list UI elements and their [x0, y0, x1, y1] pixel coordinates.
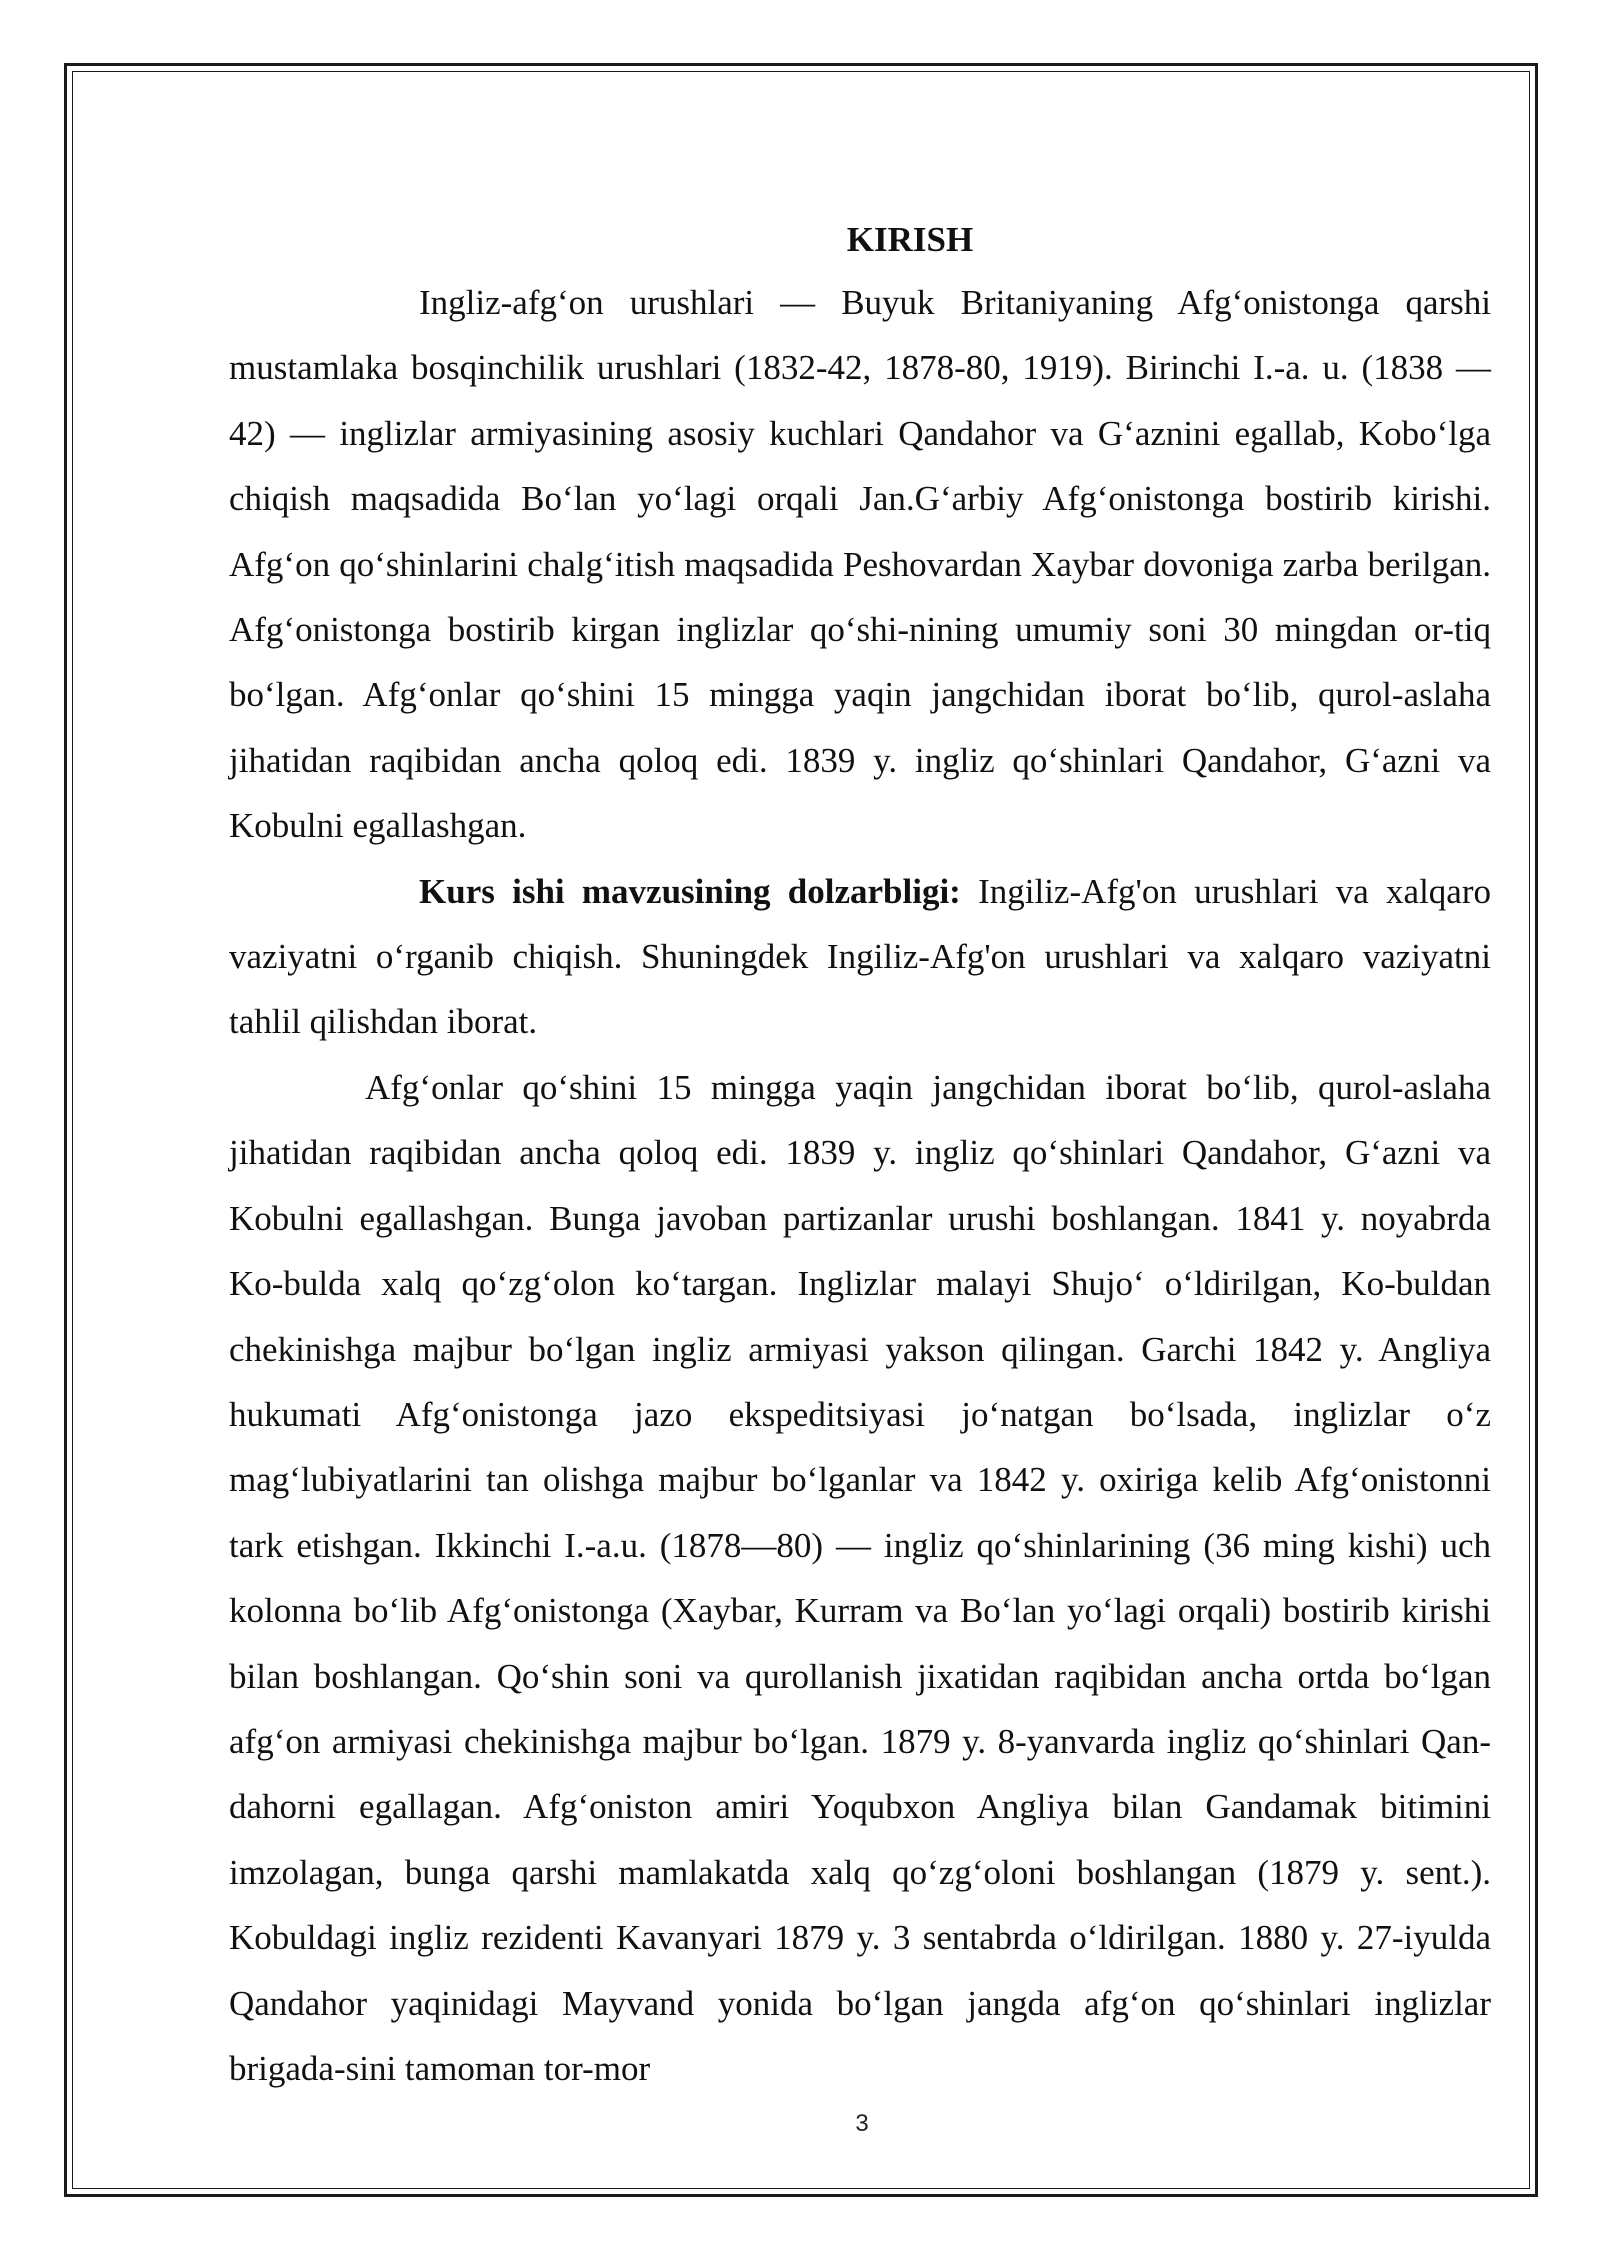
section-title: KIRISH [846, 220, 974, 259]
relevance-heading: Kurs ishi mavzusining dolzarbligi: [419, 871, 961, 911]
paragraph-history: Afg‘onlar qo‘shini 15 mingga yaqin jangchidan iborat bo‘lib, qurol-aslaha jihatidan raqibidan ancha qoloq edi. 1839 y. ingliz qo‘shinlari Qandahor, G‘azni va Kobulni egallashgan. Bunga javoban partizanlar urushi boshlangan. 1841 y. noyabrda Ko-bulda xalq qo‘zg‘olon ko‘targan. Inglizlar malayi Shujo‘ o‘ldirilgan, Ko-buldan chekinishga majbur bo‘lgan ingliz armiyasi yakson qilingan. Garchi 1842 y. Angliya hukumati Afg‘onistonga jazo ekspeditsiyasi jo‘natgan bo‘lsada, inglizlar o‘z mag‘lubiyatlarini tan olishga majbur bo‘lganlar va 1842 y. oxiriga kelib Afg‘onistonni tark etishgan. Ikkinchi I.-a.u. (1878—80) — ingliz qo‘shinlarining (36 ming kishi) uch kolonna bo‘lib Afg‘onistonga (Xaybar, Kurram va Bo‘lan yo‘lagi orqali) bostirib kirishi bilan boshlangan. Qo‘shin soni va qurollanish jixatidan raqibidan ancha ortda bo‘lgan afg‘on armiyasi chekinishga majbur bo‘lgan. 1879 y. 8-yanvarda ingliz qo‘shinlari Qan-dahorni egallagan. Afg‘oniston amiri Yoqubxon Angliya bilan Gandamak bitimini imzolagan, bunga qarshi mamlakatda xalq qo‘zg‘oloni boshlangan (1879 y. sent.). Kobuldagi ingliz rezidenti Kavanyari 1879 y. 3 sentabrda o‘ldirilgan. 1880 y. 27-iyulda Qandahor yaqinidagi Mayvand yonida bo‘lgan jangda afg‘on qo‘shinlari inglizlar brigada-sini tamoman tor-mor [229, 1067, 1491, 2088]
relevance-text: Ingiliz-Afg'on urushlari va xalqaro vaziyatni o‘rganib chiqish. Shuningdek Ingiliz-Afg'on urushlari va xalqaro vaziyatni tahlil qilishdan iborat. [229, 871, 1491, 1042]
paragraph-relevance [229, 859, 1491, 1055]
page-number: 3 [855, 2110, 869, 2137]
paragraph-introduction: Ingliz-afg‘on urushlari — Buyuk Britaniyaning Afg‘onistonga qarshi mustamlaka bosqinchilik urushlari (1832-42, 1878-80, 1919). Birinchi I.-a. u. (1838 —42) — inglizlar armiyasining asosiy kuchlari Qandahor va G‘aznini egallab, Kobo‘lga chiqish maqsadida Bo‘lan yo‘lagi orqali Jan.G‘arbiy Afg‘onistonga bostirib kirishi. Afg‘on qo‘shinlarini chalg‘itish maqsadida Peshovardan Xaybar dovoniga zarba berilgan. Afg‘onistonga bostirib kirgan inglizlar qo‘shi-nining umumiy soni 30 mingdan or-tiq bo‘lgan. Afg‘onlar qo‘shini 15 mingga yaqin jangchidan iborat bo‘lib, qurol-aslaha jihatidan raqibidan ancha qoloq edi. 1839 y. ingliz qo‘shinlari Qandahor, G‘azni va Kobulni egallashgan. [229, 283, 1491, 846]
document-body [229, 210, 1491, 2101]
